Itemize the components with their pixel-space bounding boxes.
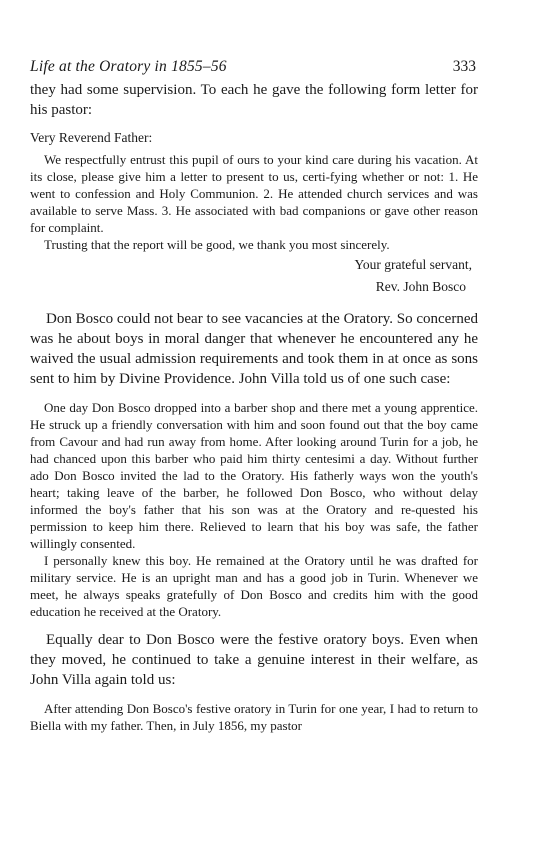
letter-signature: Rev. John Bosco [375, 279, 466, 294]
letter-thanks: Trusting that the report will be good, we thank you most sincerely. [44, 237, 390, 252]
letter-body: We respectfully entrust this pupil of ours to your kind care during his vacation. At its close, please give him a letter to present to us, certi-fying whether or not: 1. He went to confession and Holy Communion. 2. He attended church services and was available to serve Mass. 3. He associated with bad companions or gave other reason for complaint. [30, 152, 478, 235]
paragraph-festive-oratory: Equally dear to Don Bosco were the festive oratory boys. Even when they moved, he continued to take a genuine interest in their welfare, as John Villa again told us: [30, 632, 478, 688]
book-page [30, 58, 478, 734]
letter-closing: Your grateful servant, [354, 257, 472, 272]
quote-barber-shop: One day Don Bosco dropped into a barber shop and there met a young apprentice. He struck up a friendly conversation with him and soon found out that the boy came from Cavour and had run away from home. After looking around Turin for a job, he had chanced upon this barber who paid him thirty centesimi a day. Without further ado Don Bosco invited the lad to the Oratory. His fatherly ways won the youth's heart; taking leave of the barber, he followed Don Bosco, who without delay informed the boy's father that his son was at the Oratory and re-quested his permission to keep him there. Relieved to learn that his boy was safe, the father willingly consented. [30, 400, 478, 551]
running-title: Life at the Oratory in 1855–56 [30, 58, 227, 75]
quote-personal-knowledge: I personally knew this boy. He remained at the Oratory until he was drafted for military service. He is an upright man and has a good job in Turin. Whenever we meet, he always speaks gratefully of Don Bosco and credits him with the good education he received at the Oratory. [30, 553, 478, 619]
letter-salutation: Very Reverend Father: [30, 130, 153, 145]
page-number: 333 [452, 58, 476, 75]
paragraph-vacancies: Don Bosco could not bear to see vacancies at the Oratory. So concerned was he about boys in moral danger that whenever he encountered any he waived the usual admission requirements and took them in at once as sons sent to him by Divine Providence. John Villa told us of one such case: [30, 311, 478, 387]
quote-biella: After attending Don Bosco's festive oratory in Turin for one year, I had to return to Biella with my father. Then, in July 1856, my pastor [30, 701, 478, 733]
paragraph-supervision: they had some supervision. To each he gave the following form letter for his pastor: [30, 82, 478, 118]
page-header [30, 58, 478, 80]
